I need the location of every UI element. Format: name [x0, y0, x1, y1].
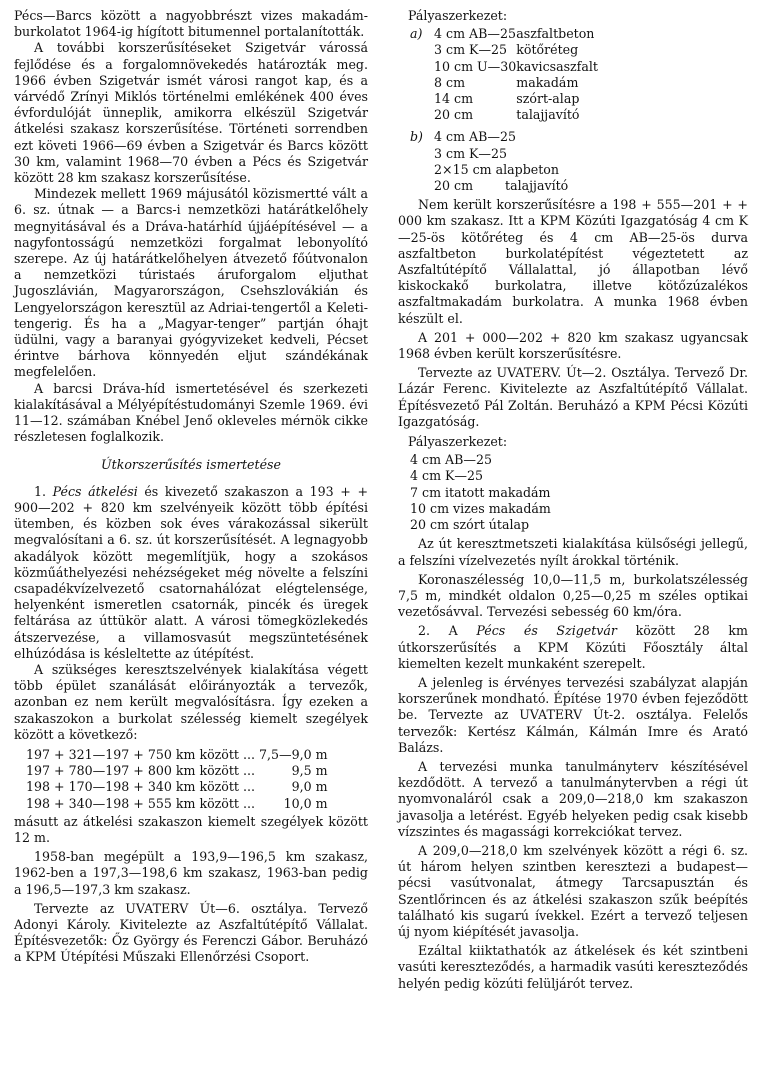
table-row	[410, 42, 598, 58]
table-cell: 198 + 170—198 + 340 km között	[26, 779, 239, 795]
width-table	[26, 747, 332, 812]
table-row	[410, 452, 551, 468]
table-cell: 9,0 m	[291, 779, 328, 795]
table-row	[410, 501, 551, 517]
table-cell: 4 cm AB—25	[410, 452, 492, 468]
table-cell: 10 cm vizes makadám	[410, 500, 551, 516]
variant-mark: a)	[410, 26, 423, 42]
table-cell: 20 cm talajjavító	[434, 178, 569, 194]
table-cell: 20 cm szórt útalap	[410, 517, 530, 533]
table-row	[26, 779, 332, 795]
paragraph: Pécs—Barcs között a nagyobbrészt vizes makadám-burkolatot 1964-ig hígított bitumennel portalanították.	[14, 8, 368, 40]
table-row	[410, 178, 568, 194]
variant-mark: b)	[410, 129, 423, 145]
table-cell: kavicsaszfalt	[516, 58, 598, 74]
table-cell: 8 cm	[434, 74, 466, 90]
pavement-structure	[410, 452, 551, 533]
table-cell: 4 cm AB—25	[434, 129, 516, 145]
table-row	[410, 91, 598, 107]
table-row	[410, 107, 598, 123]
paragraph: Tervezte az UVATERV. Út—2. Osztálya. Tervező Dr. Lázár Ferenc. Kivitelezte az Aszfaltútépítő Vállalat. Építésvezető Pál Zoltán. Beruházó a KPM Pécsi Közúti Igazgatóság.	[398, 365, 748, 429]
table-row	[26, 763, 332, 779]
paragraph: másutt az átkelési szakaszon kiemelt szegélyek között 12 m.	[14, 813, 368, 845]
table-row	[410, 485, 551, 501]
paragraph: Az út keresztmetszeti kialakítása külsőségi jellegű, a felszíni vízelvezetés nyílt árokkal történik.	[398, 536, 748, 568]
table-cell: 14 cm	[434, 91, 474, 107]
table-cell: 198 + 340—198 + 555 km között	[26, 795, 239, 811]
table-cell: makadám	[516, 74, 579, 90]
paragraph: Tervezte az UVATERV Út—6. osztálya. Tervező Adonyi Károly. Kivitelezte az Aszfaltútépítő Vállalat. Építésvezetők: Őz György és Ferenczi Gábor. Beruházó a KPM Útépítési Műszaki Ellenőrzési Csoport.	[14, 900, 368, 965]
table-cell: 3 cm K—25	[434, 42, 508, 58]
table-cell: szórt-alap	[516, 91, 580, 107]
table-cell: 7 cm itatott makadám	[410, 484, 551, 500]
table-cell: 20 cm	[434, 107, 474, 123]
table-cell: ...	[243, 779, 256, 795]
paragraph	[14, 484, 368, 662]
paragraph: Koronaszélesség 10,0—11,5 m, burkolatszélesség 7,5 m, mindkét oldalon 0,25—0,25 m széles optikai vezetősávval. Tervezési sebesség 60 km/óra.	[398, 571, 748, 620]
paragraph: Ezáltal kiiktathatók az átkelések és két szintbeni vasúti kereszteződés, a harmadik vasúti kereszteződés helyén pedig közúti felüljárót tervez.	[398, 943, 748, 991]
pavement-structure-a	[410, 26, 598, 123]
table-cell: 3 cm K—25	[434, 145, 508, 161]
table-cell: kötőréteg	[516, 42, 579, 58]
table-row	[410, 468, 551, 484]
paragraph-number: 2. A	[418, 623, 458, 639]
section-heading: Útkorszerűsítés ismertetése	[101, 457, 281, 473]
table-cell: 4 cm AB—25	[434, 26, 516, 42]
table-row	[410, 146, 568, 162]
table-cell: 197 + 321—197 + 750 km között	[26, 746, 239, 762]
table-cell: 10,0 m	[283, 795, 328, 811]
paragraph	[398, 623, 748, 672]
paragraph: 1958-ban megépült a 193,9—196,5 km szakasz, 1962-ben a 197,3—198,6 km szakasz, 1963-ban pedig a 196,5—197,3 km szakasz.	[14, 849, 368, 897]
emphasis: Pécs és Szigetvár	[476, 623, 617, 639]
table-cell: aszfaltbeton	[516, 26, 595, 42]
table-cell: ...	[243, 763, 256, 779]
paragraph-text: és kivezető szakaszon a 193 + + 900—202 + 820 km szelvényeik között több építési ütemben, és közben sok éves várakozással sikerült megvalósítani a 6. sz. út korszerűsítését. A legnagyobb akadályok között megemlítjük, hogy a szokásos közműáthelyezési nehézségeket még növelte a felszíni csapadékvízelvezető csatornahálózat elégtelensége, helyenként ismeretlen csatornák, pincék és üregek feltárása az úttükör alatt. A városi tömegközlekedés átszervezése, a villamosvasút megszüntetésének elhúzódása is késleltette az útépítést.	[14, 483, 368, 661]
pavement-structure-b	[410, 129, 568, 194]
table-cell: talajjavító	[516, 107, 580, 123]
table-cell: 10 cm U—30	[434, 58, 517, 74]
table-row	[26, 796, 332, 812]
table-row	[410, 162, 568, 178]
table-cell: 4 cm K—25	[410, 468, 484, 484]
pavement-label: Pályaszerkezet:	[408, 8, 508, 23]
left-column	[14, 8, 368, 966]
table-row	[410, 26, 598, 42]
table-cell: 197 + 780—197 + 800 km között	[26, 763, 239, 779]
right-column	[398, 8, 748, 992]
table-cell: 2×15 cm alapbeton	[434, 161, 559, 177]
paragraph: A barcsi Dráva-híd ismertetésével és szerkezeti kialakításával a Mélyépítéstudományi Szemle 1969. évi 11—12. számában Knébel Jenő okleveles mérnök cikke részletesen foglalkozik.	[14, 380, 368, 445]
table-cell: 9,5 m	[291, 763, 328, 779]
emphasis: Pécs átkelési	[52, 483, 138, 499]
table-cell: 7,5—9,0 m	[259, 746, 328, 762]
paragraph: A tervezési munka tanulmányterv készítésével kezdődött. A tervező a tanulmánytervben a régi út nyomvonaláról csak a 209,0—218,0 km szakaszon javasolja a letérést. Egyéb helyeken pedig csak kisebb vízszintes és magassági korrekciókat tervez.	[398, 758, 748, 839]
paragraph: A jelenleg is érvényes tervezési szabályzat alapján korszerűnek mondható. Építése 1970 évben fejeződött be. Tervezte az UVATERV Út-2. osztálya. Felelős tervezők: Kertész Kálmán, Kálmán Imre és Arató Balázs.	[398, 674, 748, 755]
paragraph: A 201 + 000—202 + 820 km szakasz ugyancsak 1968 évben került korszerűsítésre.	[398, 329, 748, 362]
table-row	[410, 517, 551, 533]
paragraph: Nem került korszerűsítésre a 198 + 555—201 + + 000 km szakasz. Itt a KPM Közúti Igazgatóság 4 cm K—25-ös kötőréteg és 4 cm AB—25-ös durva aszfaltbeton burkolatépítést végeztetett az Aszfaltútépítő Vállalattal, jó állapotban lévő kiskockakő burkolatra, illetve kötőzúzalékos aszfaltmakadám burkolatra. A munka 1968 évben készült el.	[398, 197, 748, 326]
paragraph: Mindezek mellett 1969 májusától közismertté vált a 6. sz. útnak — a Barcs-i nemzetközi határátkelőhely megnyitásával és a Dráva-határhíd újjáépítésével — a nagyfontosságú nemzetközi forgalmat lebonyolító szerepe. Az új határátkelőhelyen átvezető főútvonalon a nemzetközi túristaés áruforgalom eljuthat Jugoszlávián, Magyarországon, Csehszlovákián és Lengyelországon keresztül az Adriai-tengertől a Keleti-tengerig. És ha a „Magyar-tenger” partján óhajt üdülni, vagy a baranyai gyógyvizeket kedveli, Pécset érintve bárhova könnyedén eljut szándékának megfelelően.	[14, 186, 368, 380]
paragraph: A további korszerűsítéseket Szigetvár várossá fejlődése és a forgalomnövekedés határozták meg. 1966 évben Szigetvár ismét városi rangot kap, és a várvédő Zrínyi Miklós történelmi emlékének 400 éves évfordulóját ünneplik, amikorra elkészül Szigetvár átkelési szakasz korszerűsítése. Történeti sorrendben ezt követi 1966—69 évben a Szigetvár és Barcs között 30 km, valamint 1968—70 évben a Pécs és Szigetvár között 28 km szakasz korszerűsítése.	[14, 40, 368, 186]
pavement-label: Pályaszerkezet:	[408, 434, 508, 450]
table-row	[26, 747, 332, 763]
paragraph-text: között 28 km útkorszerűsítés a KPM Közúti Főosztály által kiemelten kezelt munkaként szerepelt.	[398, 623, 748, 671]
paragraph-number: 1.	[34, 483, 47, 499]
table-cell: ...	[243, 795, 256, 811]
table-row	[410, 59, 598, 75]
table-cell: ...	[243, 746, 256, 762]
paragraph: A 209,0—218,0 km szelvények között a régi 6. sz. út három helyen szintben keresztezi a budapest—pécsi vasútvonalat, átmegy Tarcsapusztán és Szentlőrincen és az átkelési szakaszon szűk beépítés található kis sugarú ívekkel. Ezért a tervező teljesen új nyom kiépítését javasolja.	[398, 842, 748, 939]
paragraph: A szükséges keresztszelvények kialakítása végett több épület szanálását előirányozták a tervezők, azonban ez nem került megvalósításra. Így ezeken a szakaszokon a burkolat szélesség kiemelt szegélyek között a következő:	[14, 661, 368, 742]
table-row	[410, 75, 598, 91]
table-row	[410, 129, 568, 145]
